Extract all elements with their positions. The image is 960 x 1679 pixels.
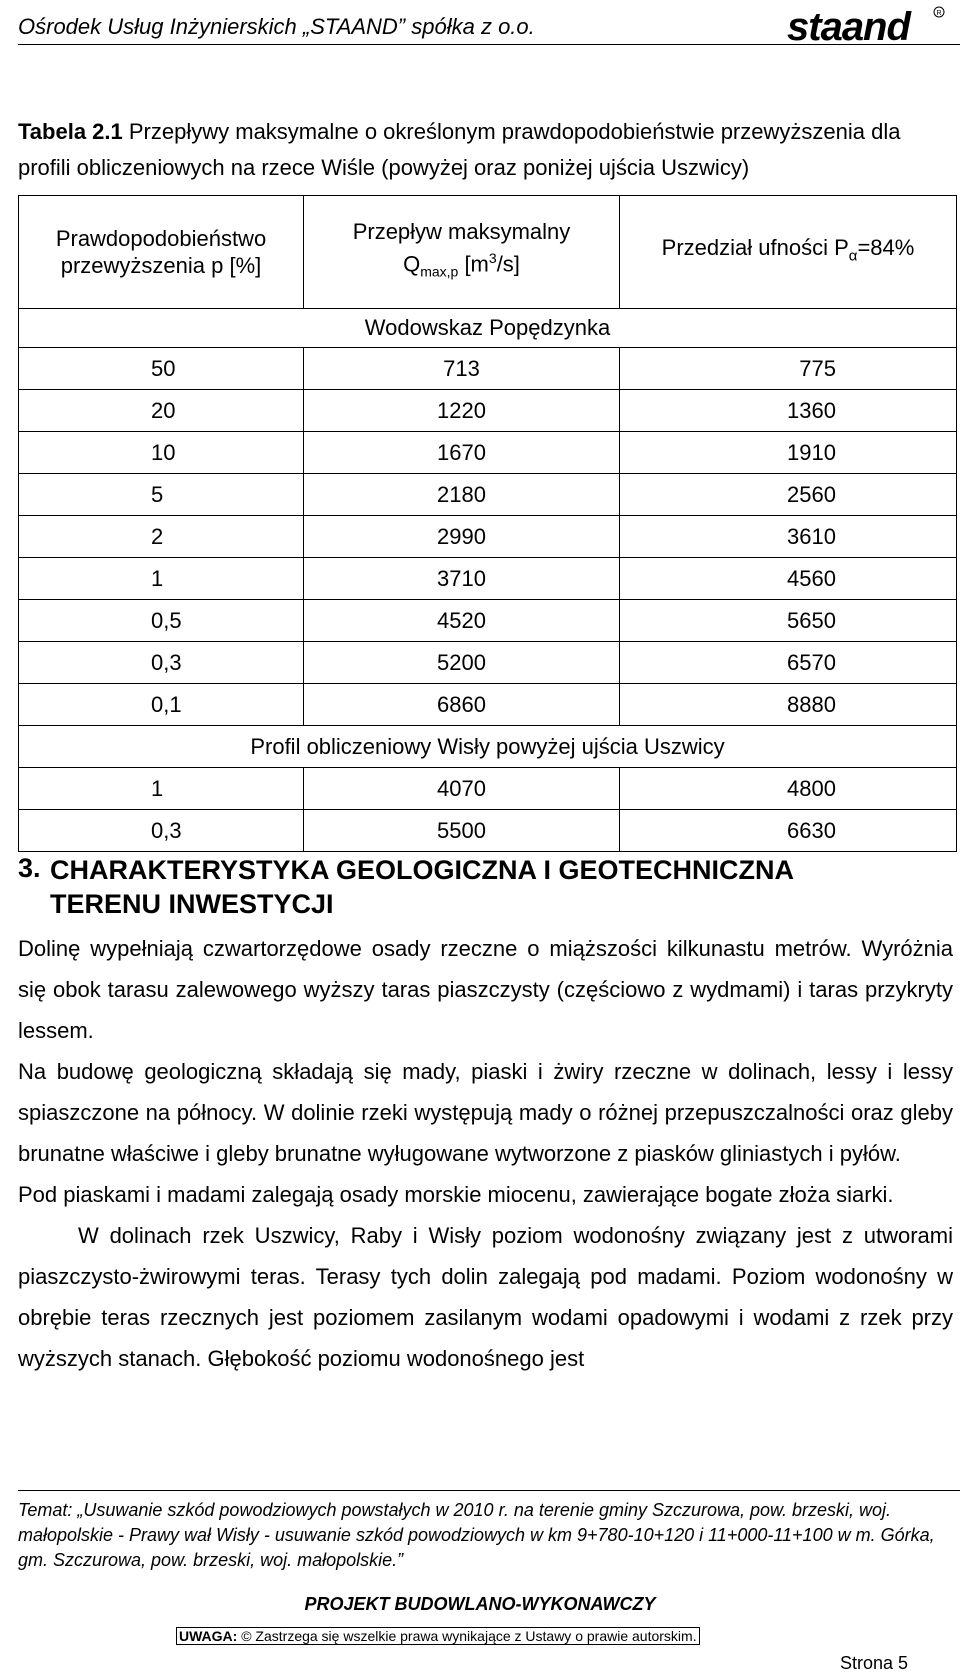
table-caption [18, 114, 948, 186]
probability-cell: 2 [19, 516, 304, 558]
table-row [19, 684, 957, 726]
header-max-flow: Przepływ maksymalny $Q_{max,p}$ $[m^3/s]$ [304, 196, 620, 309]
staand-logo [787, 6, 947, 46]
footer-copyright-notice: UWAGA: © Zastrzega się wszelkie prawa wynikające z Ustawy o prawie autorskim. [176, 1627, 700, 1645]
max-flow-cell: 4070 [304, 768, 620, 810]
confidence-cell: 1360 [620, 390, 957, 432]
header-company-name: Ośrodek Usług Inżynierskich „STAAND” spółka z o.o. [18, 14, 535, 39]
max-flow-cell: 2180 [304, 474, 620, 516]
probability-cell: 1 [19, 768, 304, 810]
confidence-cell: 2560 [620, 474, 957, 516]
max-flow-cell: 1220 [304, 390, 620, 432]
confidence-cell: 4560 [620, 558, 957, 600]
header-confidence: Przedział ufności $P_\alpha=84\%$ [620, 196, 957, 309]
flow-table [18, 195, 957, 852]
footer-topic: Temat: „Usuwanie szkód powodziowych powstałych w 2010 r. na terenie gminy Szczurowa, pow. brzeski, woj. małopolskie - Prawy wał Wisły - usuwanie szkód powodziowych w km 9+780-10+120 i 11+000-11+100 w m. Górka, gm. Szczurowa, pow. brzeski, woj. małopolskie.” [18, 1500, 935, 1570]
confidence-cell: 3610 [620, 516, 957, 558]
table-row [19, 348, 957, 390]
paragraph: Pod piaskami i madami zalegają osady morskie miocenu, zawierające bogate złoża siarki. [18, 1182, 894, 1207]
confidence-cell: 5650 [620, 600, 957, 642]
probability-cell: 0,3 [19, 642, 304, 684]
table-row [19, 642, 957, 684]
max-flow-cell: 713 [304, 348, 620, 390]
table-caption-text: Przepływy maksymalne o określonym prawdopodobieństwie przewyższenia dla profili obliczeniowych na rzece Wiśle (powyżej oraz poniżej ujścia Uszwicy) [18, 119, 901, 180]
table-row [19, 810, 957, 852]
page-number: Strona 5 [840, 1653, 909, 1673]
max-flow-cell: 6860 [304, 684, 620, 726]
max-flow-cell: 3710 [304, 558, 620, 600]
max-flow-cell: 1670 [304, 432, 620, 474]
table-row [19, 600, 957, 642]
confidence-cell: 4800 [620, 768, 957, 810]
section-number: 3. [18, 853, 41, 883]
max-flow-cell: 4520 [304, 600, 620, 642]
footer-rule [18, 1490, 960, 1491]
table-row [19, 558, 957, 600]
confidence-cell: 8880 [620, 684, 957, 726]
paragraph: Dolinę wypełniają czwartorzędowe osady rzeczne o miąższości kilkunastu metrów. Wyróżnia się obok tarasu zalewowego wyższy taras piaszczysty (częściowo z wydmami) i taras przykryty lessem. [18, 936, 953, 1043]
probability-cell: 10 [19, 432, 304, 474]
probability-cell: 0,1 [19, 684, 304, 726]
probability-cell: 20 [19, 390, 304, 432]
header-probability: Prawdopodobieństwo przewyższenia p [%] [19, 196, 304, 309]
table-row [19, 432, 957, 474]
probability-cell: 5 [19, 474, 304, 516]
probability-cell: 0,5 [19, 600, 304, 642]
section-label-profile: Profil obliczeniowy Wisły powyżej ujścia Uszwicy [19, 726, 957, 768]
confidence-cell: 6630 [620, 810, 957, 852]
table-row [19, 474, 957, 516]
probability-cell: 50 [19, 348, 304, 390]
svg-text:R: R [936, 10, 942, 17]
table-row [19, 516, 957, 558]
confidence-cell: 1910 [620, 432, 957, 474]
confidence-cell: 775 [620, 348, 957, 390]
section-title: CHARAKTERYSTYKA GEOLOGICZNA I GEOTECHNICZNA TERENU INWESTYCJI [50, 855, 795, 919]
paragraph: Na budowę geologiczną składają się mady, piaski i żwiry rzeczne w dolinach, lessy i lessy spiaszczone na północy. W dolinie rzeki występują mady o różnej przepuszczalności oraz gleby brunatne właściwe i gleby brunatne wyługowane wytworzone z piasków gliniastych i pyłów. [18, 1059, 953, 1166]
logo-text: staand [787, 6, 910, 46]
table-row [19, 390, 957, 432]
probability-cell: 1 [19, 558, 304, 600]
table-caption-label: Tabela 2.1 [18, 119, 123, 144]
confidence-cell: 6570 [620, 642, 957, 684]
footer-project-type: PROJEKT BUDOWLANO-WYKONAWCZY [304, 1594, 656, 1614]
max-flow-cell: 5200 [304, 642, 620, 684]
max-flow-cell: 2990 [304, 516, 620, 558]
table-row [19, 768, 957, 810]
paragraph: W dolinach rzek Uszwicy, Raby i Wisły poziom wodonośny związany jest z utworami piaszczysto-żwirowymi teras. Terasy tych dolin zalegają pod madami. Poziom wodonośny w obrębie teras rzecznych jest poziomem zasilanym wodami opadowymi i wodami z rzek przy wyższych stanach. Głębokość poziomu wodonośnego jest [18, 1223, 953, 1371]
max-flow-cell: 5500 [304, 810, 620, 852]
probability-cell: 0,3 [19, 810, 304, 852]
header-rule [18, 44, 960, 45]
body-text [18, 928, 953, 1379]
section-label-popedzynka: Wodowskaz Popędzynka [19, 309, 957, 348]
